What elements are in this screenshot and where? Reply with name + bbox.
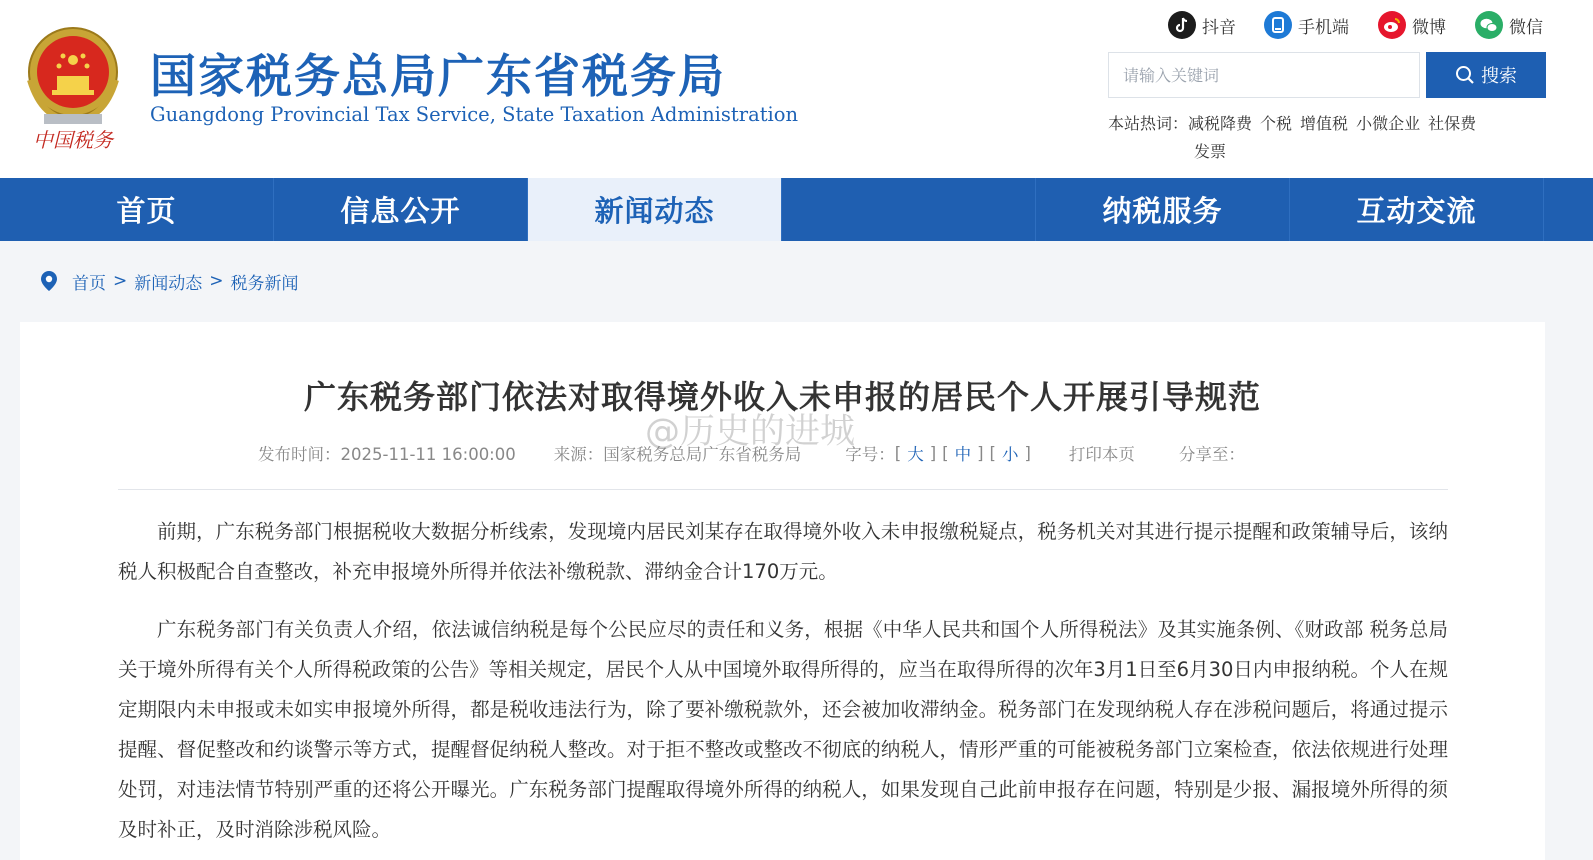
svg-text:中国税务: 中国税务 (33, 128, 113, 152)
search-button-label: 搜索 (1481, 66, 1517, 86)
article-card (20, 322, 1545, 860)
mobile-link[interactable] (1264, 10, 1349, 40)
breadcrumb (40, 266, 299, 296)
nav-item-news[interactable]: 新闻动态 (528, 178, 782, 241)
douyin-link[interactable] (1168, 10, 1236, 40)
nav-item-interaction[interactable]: 互动交流 (1290, 178, 1544, 241)
hot-words (1108, 110, 1548, 166)
font-size-large[interactable]: 大 (907, 445, 924, 464)
nav-item-blurred[interactable] (782, 178, 1036, 241)
mobile-label: 手机端 (1298, 17, 1349, 38)
location-pin-icon (40, 270, 58, 292)
tax-emblem-logo[interactable] (22, 20, 124, 156)
weibo-label: 微博 (1412, 17, 1446, 38)
font-size-label: 字号： (845, 445, 895, 464)
wechat-label: 微信 (1509, 17, 1543, 38)
breadcrumb-news[interactable]: 新闻动态 (134, 273, 203, 294)
article-title: 广东税务部门依法对取得境外收入未申报的居民个人开展引导规范 (303, 378, 1261, 416)
weibo-link[interactable] (1378, 10, 1446, 40)
nav-item-info[interactable]: 信息公开 (274, 178, 528, 241)
share-label: 分享至： (1178, 445, 1245, 464)
article-source: 来源：国家税务总局广东省税务局 (553, 445, 802, 464)
publish-time: 发布时间：2025-11-11 16:00:00 (258, 445, 516, 464)
hot-word[interactable]: 减税降费 (1188, 114, 1253, 133)
hot-word[interactable]: 小微企业 (1356, 114, 1421, 133)
weibo-icon (1378, 11, 1406, 39)
font-size-small[interactable]: 小 (1001, 445, 1019, 464)
mobile-icon (1264, 11, 1292, 39)
nav-item-home[interactable]: 首页 (20, 178, 274, 241)
hot-word[interactable]: 社保费 (1428, 114, 1477, 133)
douyin-label: 抖音 (1202, 17, 1236, 38)
search-button[interactable] (1426, 52, 1546, 98)
hot-word[interactable]: 增值税 (1300, 114, 1349, 133)
watermark-text: @历史的进城 (645, 412, 856, 452)
article-paragraph: 前期，广东税务部门根据税收大数据分析线索，发现境内居民刘某存在取得境外收入未申报缴税疑点，税务机关对其进行提示提醒和政策辅导后，该纳税人积极配合自查整改，补充申报境外所得并依法补缴税款、滞纳金合计170万元。 (118, 520, 1448, 583)
breadcrumb-separator: > (113, 271, 128, 291)
wechat-link[interactable] (1475, 10, 1543, 40)
wechat-icon (1475, 11, 1503, 39)
search-input[interactable] (1108, 52, 1420, 98)
site-title-en: Guangdong Provincial Tax Service, State Taxation Administration (150, 103, 799, 126)
breadcrumb-tax-news[interactable]: 税务新闻 (230, 273, 299, 294)
site-title-cn: 国家税务总局广东省税务局 (150, 49, 726, 103)
breadcrumb-home[interactable]: 首页 (72, 273, 106, 294)
site-header (0, 0, 1593, 178)
hot-word[interactable]: 发票 (1194, 142, 1227, 161)
print-page-button[interactable]: 打印本页 (1068, 445, 1135, 464)
article-paragraph: 广东税务部门有关负责人介绍，依法诚信纳税是每个公民应尽的责任和义务，根据《中华人民共和国个人所得税法》及其实施条例、《财政部 税务总局关于境外所得有关个人所得税政策的公告》等相关规定，居民个人从中国境外取得所得的，应当在取得所得的次年3月1日至6月30日内申报纳税。个人在规定期限内未申报或未如实申报境外所得，都是税收违法行为，除了要补缴税款外，还会被加收滞纳金。税务部门在发现纳税人存在涉税问题后，将通过提示提醒、督促整改和约谈警示等方式，提醒督促纳税人整改。对于拒不整改或整改不彻底的纳税人，情形严重的可能被税务部门立案检查，依法依规进行处理处罚，对违法情节特别严重的还将公开曝光。广东税务部门提醒取得境外所得的纳税人，如果发现自己此前申报存在问题，特别是少报、漏报境外所得的须及时补正，及时消除涉税风险。 (118, 618, 1448, 841)
article-meta: 发布时间：2025-11-11 16:00:00 来源：国家税务总局广东省税务局 字号： [ 大 ] [ 中 ] [ 小 ] 打印本页 分享至： (258, 438, 1245, 468)
title-divider (118, 489, 1448, 490)
hot-words-label: 本站热词： (1108, 114, 1189, 133)
hot-word[interactable]: 个税 (1260, 114, 1293, 133)
main-nav (0, 178, 1593, 241)
font-size-medium[interactable]: 中 (954, 445, 972, 464)
article-body (118, 512, 1448, 860)
search-icon (1455, 65, 1475, 85)
nav-item-services[interactable]: 纳税服务 (1036, 178, 1290, 241)
breadcrumb-separator: > (209, 271, 224, 291)
douyin-icon (1168, 11, 1196, 39)
